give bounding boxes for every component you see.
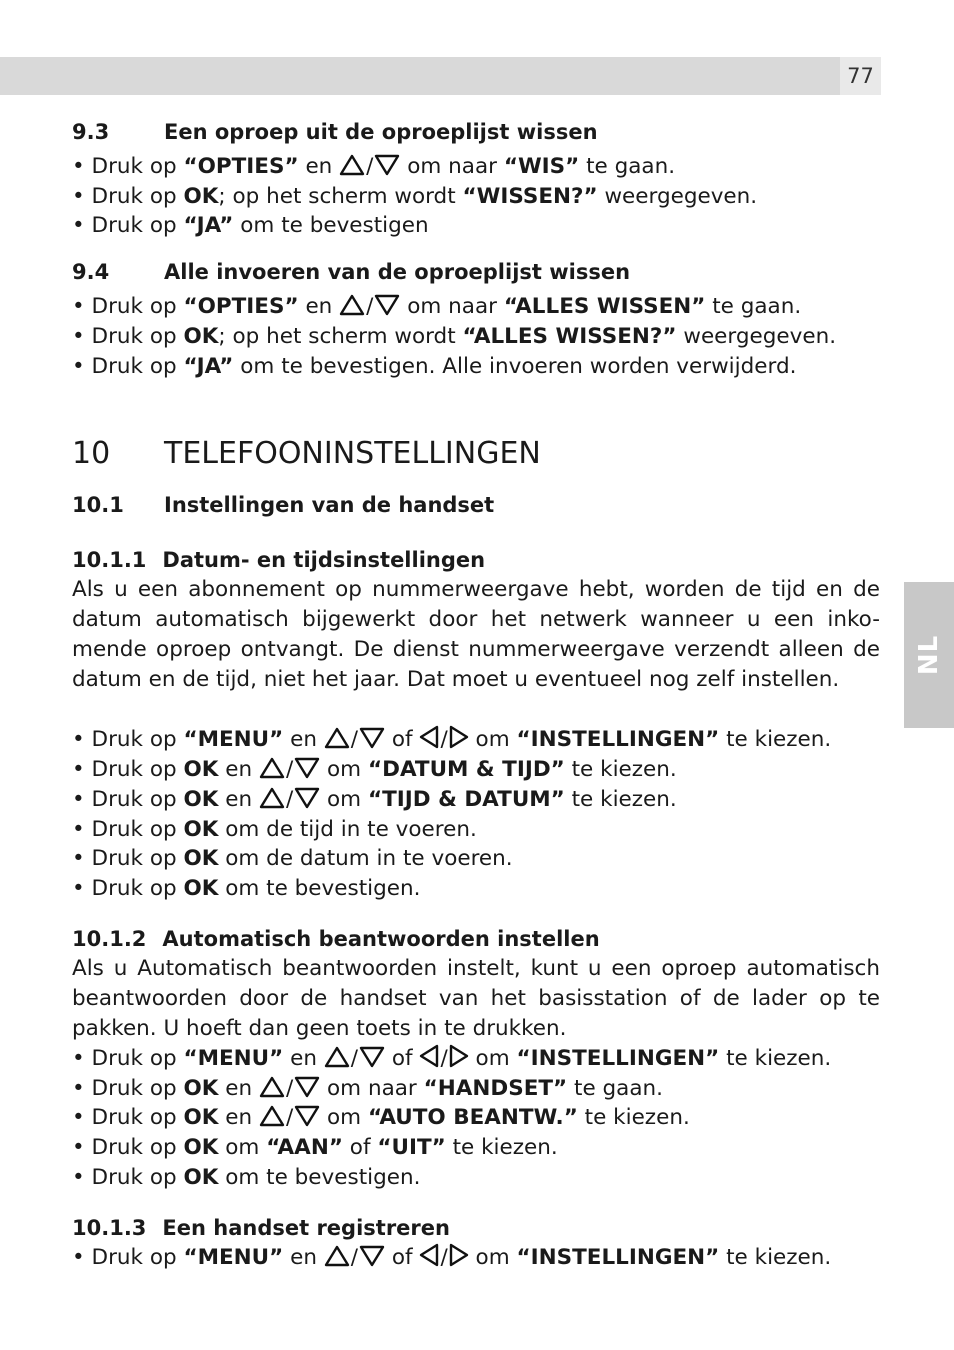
left-arrow-icon [419,1243,439,1276]
s94-bullet-2: • Druk op OK; op het scherm wordt “ALLES WISSEN?” weergegeven. [72,324,837,349]
section-9-4-heading: 9.4 Alle invoeren van de oproeplijst wissen [72,260,631,284]
section-9-3-heading: 9.3 Een oproep uit de oproeplijst wissen [72,120,598,144]
up-arrow-icon [259,787,285,818]
s1011-bullet-6: • Druk op OK om te bevestigen. [72,876,421,901]
up-arrow-icon [324,727,350,758]
section-10-heading: 10 TELEFOONINSTELLINGEN [72,436,541,471]
s93-bullet-1: • Druk op “OPTIES” en / om naar “WIS” te gaan. [72,152,675,185]
s1012-bullet-2: • Druk op OK en / om naar “HANDSET” te gaan. [72,1074,663,1107]
down-arrow-icon [294,787,320,818]
section-10-1-3-heading: 10.1.3 Een handset registreren [72,1216,450,1240]
up-arrow-icon [259,1105,285,1136]
language-tab [904,582,954,728]
right-arrow-icon [449,1243,469,1276]
s1011-bullet-1: • Druk op “MENU” en / of / om “INSTELLINGEN” te kiezen. [72,725,831,758]
s1011-paragraph: Als u een abonnement op nummerweergave hebt, worden de tijd en de datum automatisch bijgewerkt door het netwerk wanneer u een inko-mende oproep ontvangt. De dienst nummerweergave verzendt alleen de datum en de tijd, niet het jaar. Dat moet u eventueel nog zelf instellen. [72,577,880,692]
s94-bullet-3: • Druk op “JA” om te bevestigen. Alle invoeren worden verwijderd. [72,354,797,379]
s1012-paragraph: Als u Automatisch beantwoorden instelt, kunt u een oproep automatisch beantwoorden door de handset van het basisstation of de lader op te pakken. U hoeft dan geen toets in te drukken. [72,956,880,1041]
s1012-bullet-5: • Druk op OK om te bevestigen. [72,1165,421,1190]
down-arrow-icon [294,1105,320,1136]
left-arrow-icon [419,725,439,758]
s1011-bullet-2: • Druk op OK en / om “DATUM & TIJD” te kiezen. [72,755,677,788]
section-10-1-2-heading: 10.1.2 Automatisch beantwoorden instellen [72,927,600,951]
right-arrow-icon [449,725,469,758]
up-arrow-icon [339,294,365,325]
up-arrow-icon [324,1046,350,1077]
s93-bullet-2: • Druk op OK; op het scherm wordt “WISSEN?” weergegeven. [72,184,758,209]
s1011-bullet-4: • Druk op OK om de tijd in te voeren. [72,817,477,842]
down-arrow-icon [359,1046,385,1077]
section-10-1-1-heading: 10.1.1 Datum- en tijdsinstellingen [72,548,486,572]
page-number: 77 [840,57,881,95]
up-arrow-icon [259,757,285,788]
s1011-bullet-5: • Druk op OK om de datum in te voeren. [72,846,513,871]
up-arrow-icon [339,154,365,185]
down-arrow-icon [359,727,385,758]
section-10-1-heading: 10.1 Instellingen van de handset [72,493,495,517]
s1012-bullet-3: • Druk op OK en / om “AUTO BEANTW.” te kiezen. [72,1103,690,1136]
up-arrow-icon [324,1245,350,1276]
s1013-bullet-1: • Druk op “MENU” en / of / om “INSTELLINGEN” te kiezen. [72,1243,831,1276]
s1012-bullet-1: • Druk op “MENU” en / of / om “INSTELLINGEN” te kiezen. [72,1044,831,1077]
down-arrow-icon [359,1245,385,1276]
s1012-bullet-4: • Druk op OK om “AAN” of “UIT” te kiezen. [72,1135,558,1160]
s93-bullet-3: • Druk op “JA” om te bevestigen [72,213,429,238]
s1011-bullet-3: • Druk op OK en / om “TIJD & DATUM” te kiezen. [72,785,677,818]
header-bar [0,57,840,95]
down-arrow-icon [374,294,400,325]
down-arrow-icon [374,154,400,185]
s94-bullet-1: • Druk op “OPTIES” en / om naar “ALLES WISSEN” te gaan. [72,292,801,325]
down-arrow-icon [294,757,320,788]
right-arrow-icon [449,1044,469,1077]
language-tab-label: NL [914,634,944,676]
left-arrow-icon [419,1044,439,1077]
